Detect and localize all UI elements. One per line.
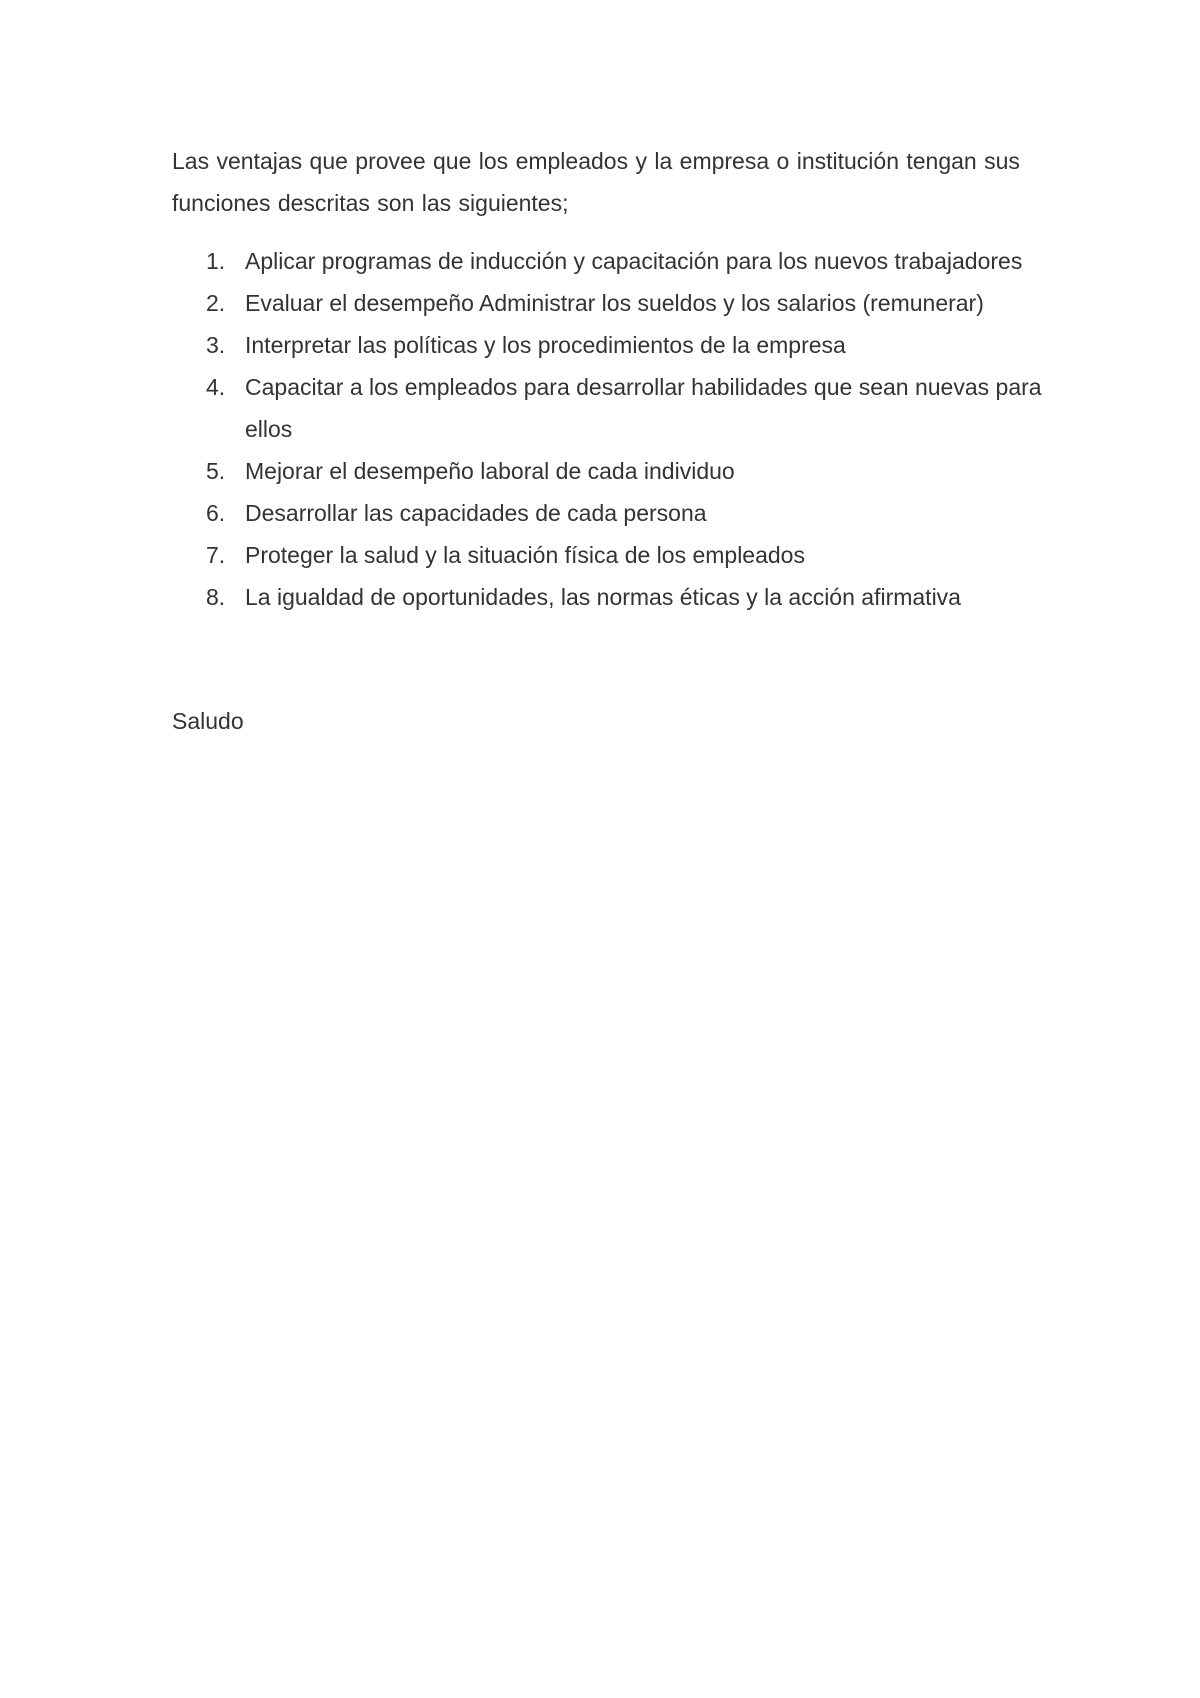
list-item-text: Mejorar el desempeño laboral de cada individuo <box>245 458 735 484</box>
list-item <box>172 492 1052 534</box>
closing-text: Saludo <box>172 708 244 734</box>
list-item <box>172 324 1052 366</box>
list-item-text: Desarrollar las capacidades de cada persona <box>245 500 707 526</box>
list-item-text: Interpretar las políticas y los procedimientos de la empresa <box>245 332 846 358</box>
list-item <box>172 576 1052 618</box>
list-item <box>172 366 1052 450</box>
list-item <box>172 534 1052 576</box>
intro-paragraph: Las ventajas que provee que los empleados y la empresa o institución tengan sus funciones descritas son las siguientes; <box>172 148 1020 216</box>
list-number: 3. <box>206 332 226 358</box>
list-number: 5. <box>206 458 226 484</box>
list-number: 7. <box>206 542 226 568</box>
list-number: 8. <box>206 584 226 610</box>
list-number: 2. <box>206 290 226 316</box>
list-item-text: Proteger la salud y la situación física de los empleados <box>245 542 805 568</box>
list-number: 1. <box>206 248 226 274</box>
document-body <box>172 140 1052 765</box>
list-number: 6. <box>206 500 226 526</box>
list-item-text: Capacitar a los empleados para desarrollar habilidades que sean nuevas para ellos <box>245 374 1042 442</box>
list-item <box>172 240 1052 282</box>
list-item-text: La igualdad de oportunidades, las normas éticas y la acción afirmativa <box>245 584 961 610</box>
list-item <box>172 450 1052 492</box>
list-item-text: Aplicar programas de inducción y capacitación para los nuevos trabajadores <box>245 248 1023 274</box>
list-item <box>172 282 1052 324</box>
list-item-text: Evaluar el desempeño Administrar los sueldos y los salarios (remunerar) <box>245 290 984 316</box>
advantages-list <box>172 240 1052 618</box>
list-number: 4. <box>206 374 226 400</box>
